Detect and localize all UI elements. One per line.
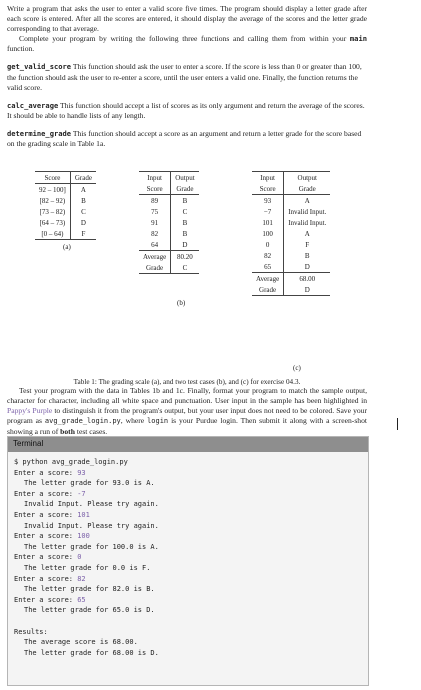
score-cell: [0 – 64) [35,228,70,240]
user-input: -7 [77,489,86,498]
table-b-label: (b) [177,299,186,308]
terminal-line [14,563,362,574]
terminal-text: Enter a score: [14,595,78,604]
terminal-text: Enter a score: [14,574,78,583]
terminal-line [14,499,362,510]
terminal-output [8,452,368,663]
grade-cell: F [81,229,86,238]
grade-cell: A [80,185,86,194]
terminal-line [14,637,362,648]
function-name: determine_grade [7,128,72,138]
filename-code: avg_grade_login.py [44,417,121,426]
test-case-b-table [139,171,199,274]
average-label: Average [139,251,171,263]
purple-highlight-text: Pappy's Purple [7,406,53,416]
function-get-valid-score [7,62,367,92]
column-header: Score [35,172,70,184]
terminal-line [14,595,362,606]
column-subheader: Grade [176,184,194,193]
grade-cell: B [81,196,86,205]
terminal-text: Enter a score: [14,532,78,541]
table-row [35,195,96,206]
terminal-text: The average score is 68.00. [24,638,138,647]
score-cell: 92 – 100] [35,184,70,196]
grade-cell: D [80,218,86,227]
grade-cell: D [304,262,310,271]
score-cell: 64 [139,239,171,251]
table-row [252,239,330,250]
main-code: main [349,34,367,44]
grade-cell: F [305,240,310,249]
table-caption: Table 1: The grading scale (a), and two test cases (b), and (c) for exercise 04.3. [73,378,301,387]
score-cell: 0 [252,239,284,250]
table-a-label: (a) [63,243,71,252]
column-header: Grade [74,173,92,182]
terminal-line [14,605,362,616]
terminal-window [7,436,369,686]
terminal-line [14,584,362,595]
function-description: This function should accept a score as an argument and return a letter grade for the score based on the grading scale in Table 1a. [7,128,362,149]
tables-area [7,163,367,378]
table-row [252,261,330,273]
test-instructions [7,386,367,436]
score-cell: 100 [252,228,284,239]
terminal-title: Terminal [8,437,368,452]
table-row [139,239,199,251]
score-cell: −7 [252,206,284,217]
column-header: Output [297,173,317,182]
table-row [252,195,330,207]
terminal-line [14,468,362,479]
user-input: 65 [77,595,86,604]
table-row [139,206,199,217]
terminal-line [14,531,362,542]
document-body [7,4,367,437]
score-cell: 101 [252,217,284,228]
terminal-line [14,457,362,468]
table-row [252,217,330,228]
intro-paragraph: Write a program that asks the user to enter a valid score five times. The program should display a letter grade after each score is entered. After all the scores are entered, it should display the average of the scores and the letter grade corresponding to that average. [7,4,367,34]
user-input: 93 [77,468,86,477]
function-description: This function should ask the user to enter a score. If the score is less than 0 or greater than 100, the function should ask the user to re-enter a score, until the user enters a valid one. Finally, the function returns the valid score. [7,62,362,92]
table-row [35,206,96,217]
grade-cell: A [304,196,310,205]
table-row [35,217,96,228]
text-cursor [397,418,398,430]
terminal-line [14,478,362,489]
bold-text: both [60,426,75,436]
column-header: Output [175,173,195,182]
grade-label: Grade [139,262,171,274]
score-cell: 82 [252,250,284,261]
table-row [252,250,330,261]
grade-cell: B [182,218,188,227]
terminal-text [14,617,18,625]
test-case-c-table [252,171,330,296]
grade-cell: D [182,240,188,249]
table-row [252,228,330,239]
user-input: 100 [77,532,90,541]
column-subheader: Score [252,183,284,195]
grade-cell: A [304,229,310,238]
intro-text-end: function. [7,44,35,54]
average-value: 80.20 [177,252,193,261]
score-cell: 89 [139,195,171,207]
terminal-line [14,542,362,553]
column-header: Input [139,172,171,184]
table-row [35,228,96,240]
terminal-line [14,510,362,521]
function-calc-average [7,101,367,121]
intro-text: Complete your program by writing the following three functions and calling them from within your [19,34,350,44]
terminal-text: The letter grade for 82.0 is B. [24,585,155,594]
column-header: Input [252,172,284,184]
terminal-line [14,648,362,659]
user-input: 101 [77,510,90,519]
user-input: 0 [77,553,82,562]
terminal-text: The letter grade for 100.0 is A. [24,542,159,551]
grade-label: Grade [252,284,284,296]
terminal-text: Enter a score: [14,468,78,477]
function-determine-grade [7,129,367,149]
score-cell: 82 [139,228,171,239]
average-grade: C [182,263,188,272]
score-cell: 75 [139,206,171,217]
column-subheader: Score [139,183,171,195]
terminal-line [14,521,362,532]
grade-cell: C [81,207,86,216]
grade-cell: B [182,196,188,205]
table-row [139,195,199,207]
average-grade: D [304,285,310,294]
terminal-line [14,627,362,638]
terminal-text: Enter a score: [14,553,78,562]
grade-cell: B [304,251,310,260]
column-subheader: Grade [298,184,316,193]
average-label: Average [252,273,284,285]
terminal-text: The letter grade for 93.0 is A. [24,479,155,488]
score-cell: 65 [252,261,284,273]
grade-cell: Invalid Input. [288,218,327,227]
terminal-text: Enter a score: [14,510,78,519]
terminal-line [14,616,362,627]
terminal-text: The letter grade for 65.0 is D. [24,606,155,615]
table-row [252,206,330,217]
grade-cell: B [182,229,188,238]
terminal-line [14,552,362,563]
grade-cell: C [182,207,188,216]
terminal-text: Results: [14,627,48,636]
test-text: is your Purdue login. Then submit it along with a screen-shot showing a run of [7,416,367,436]
score-cell: [64 – 73) [35,217,70,228]
terminal-line [14,574,362,585]
score-cell: [73 – 82) [35,206,70,217]
test-text: to distinguish it from the program's output, but your user input does not need to be colored. Save your program as [7,406,367,426]
terminal-text: The letter grade for 68.00 is D. [24,648,159,657]
terminal-line [14,489,362,500]
grade-cell: Invalid Input. [288,207,327,216]
function-description: This function should accept a list of scores as its only argument and return the average of the scores. It should be able to handle lists of any length. [7,100,365,120]
login-code: login [147,417,169,426]
table-row [139,228,199,239]
function-name: calc_average [7,100,59,110]
test-text: Test your program with the data in Tables 1b and 1c. Finally, format your program to match the sample output, character for character, including all white space and punctuation. User input in the sample has been highlighted in [7,386,367,406]
grading-scale-table [35,171,96,240]
function-name: get_valid_score [7,62,72,72]
terminal-text: Enter a score: [14,489,78,498]
score-cell: 91 [139,217,171,228]
intro-functions-paragraph [7,34,367,54]
terminal-text: Invalid Input. Please try again. [24,500,159,509]
table-row [139,217,199,228]
terminal-text: $ python avg_grade_login.py [14,458,128,466]
user-input: 82 [77,574,86,583]
test-text: test cases. [74,426,108,436]
score-cell: 93 [252,195,284,207]
test-text: , where [120,416,148,426]
table-c-label: (c) [293,364,301,373]
terminal-text: Invalid Input. Please try again. [24,521,159,530]
score-cell: [82 – 92) [35,195,70,206]
average-value: 68.00 [299,274,316,283]
table-row [35,184,96,196]
terminal-text: The letter grade for 0.0 is F. [24,563,151,572]
